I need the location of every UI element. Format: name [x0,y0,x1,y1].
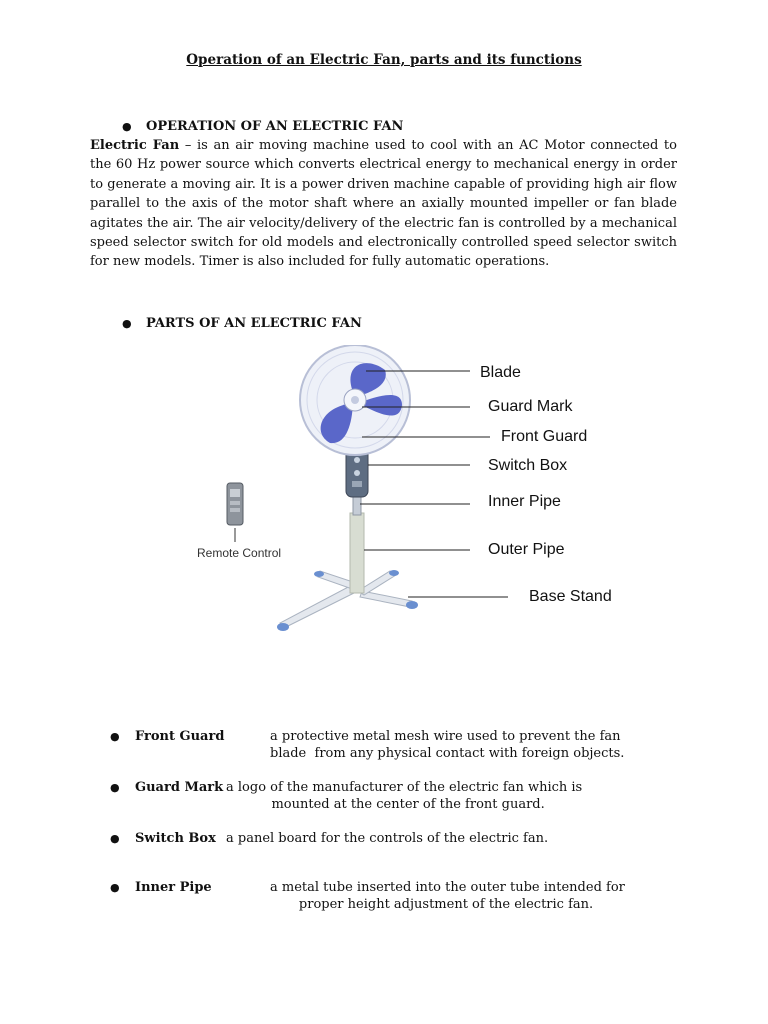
section-heading-operation [122,119,403,134]
term-electric-fan: Electric Fan [90,138,180,153]
inner-pipe-illustration [353,495,361,515]
label-front-guard: Front Guard [501,428,588,445]
label-base-stand: Base Stand [529,588,612,605]
label-blade: Blade [480,364,521,381]
remote-control-label: Remote Control [197,546,282,560]
part-name: Front Guard [135,729,225,744]
section-heading-text: OPERATION OF AN ELECTRIC FAN [146,119,404,134]
part-description: a logo of the manufacturer of the electric fan which is mounted at the center of the front guard. [226,780,583,812]
operation-text: – is an air moving machine used to cool with an AC Motor connected to the 60 Hz power source which converts electrical energy to mechanical energy in order to generate a moving air. It is a power driven machine capable of providing high air flow parallel to the axis of the motor shaft where an axially mounted impeller or fan blade agitates the air. The air velocity/delivery of the electric fan is controlled by a mechanical speed selector switch for old models and electronically controlled speed selector switch for new models. Timer is also included for fully automatic operations. [90,138,677,270]
part-name: Inner Pipe [135,880,212,895]
bullet: ● [122,120,132,133]
document-title: Operation of an Electric Fan, parts and its functions [186,52,582,68]
part-name: Guard Mark [135,780,224,795]
remote-control-illustration [227,483,243,542]
label-guard-mark: Guard Mark [488,398,573,415]
part-description: a panel board for the controls of the electric fan. [226,831,549,846]
bullet: ● [110,881,120,894]
outer-pipe-illustration [350,513,364,593]
label-switch-box: Switch Box [488,457,568,474]
fan-diagram [190,345,630,655]
label-outer-pipe: Outer Pipe [488,541,565,558]
label-inner-pipe: Inner Pipe [488,493,561,510]
part-name: Switch Box [135,831,216,846]
bullet: ● [110,832,120,845]
operation-paragraph [90,136,677,272]
base-stand-illustration [277,570,418,631]
fan-head-illustration [300,345,410,455]
section-heading-parts [122,316,362,331]
bullet: ● [110,730,120,743]
part-description: a protective metal mesh wire used to prevent the fan blade from any physical contact with foreign objects. [270,729,625,761]
bullet: ● [122,317,132,330]
section-heading-text: PARTS OF AN ELECTRIC FAN [146,316,362,331]
bullet: ● [110,781,120,794]
part-description: a metal tube inserted into the outer tube intended for proper height adjustment of the electric fan. [270,880,625,912]
